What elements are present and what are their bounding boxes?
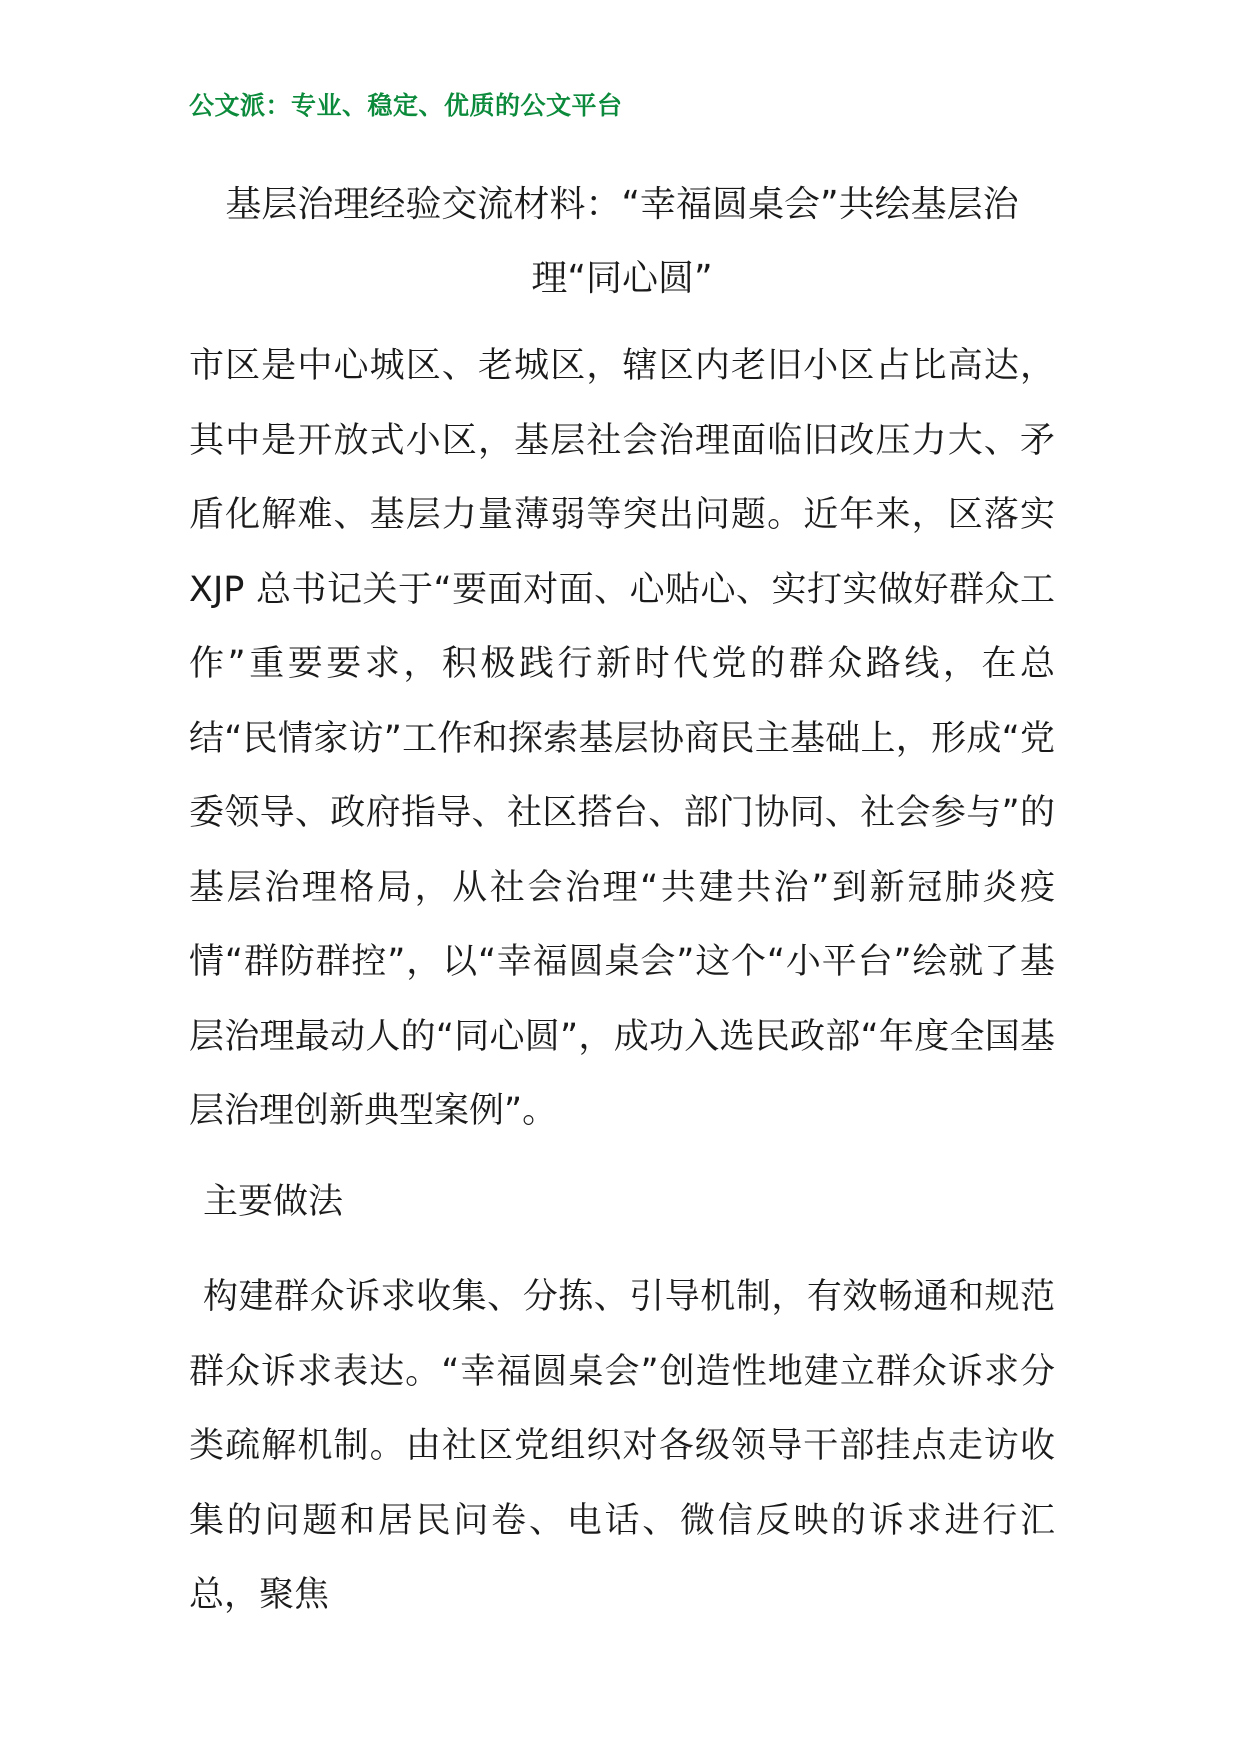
document-title: 基层治理经验交流材料：“幸福圆桌会”共绘基层治理“同心圆”: [225, 184, 1019, 299]
intro-paragraph: 市区是中心城区、老城区，辖区内老旧小区占比高达，其中是开放式小区，基层社会治理面临旧改压力大、矛盾化解难、基层力量薄弱等突出问题。近年来，区落实 XJP 总书记关于“要面对面、心贴心、实打实做好群众工作”重要要求，积极践行新时代党的群众路线，在总结“民情家访”工作和探索基层协商民主基础上，形成“党委领导、政府指导、社区搭台、部门协同、社会参与”的基层治理格局，从社会治理“共建共治”到新冠肺炎疫情“群防群控”，以“幸福圆桌会”这个“小平台”绘就了基层治理最动人的“同心圆”，成功入选民政部“年度全国基层治理创新典型案例”。: [189, 346, 1055, 1131]
section-heading: 主要做法: [203, 1182, 344, 1222]
platform-tagline: 公文派：专业、稳定、优质的公文平台: [189, 91, 623, 120]
section-paragraph: 构建群众诉求收集、分拣、引导机制，有效畅通和规范群众诉求表达。“幸福圆桌会”创造性地建立群众诉求分类疏解机制。由社区党组织对各级领导干部挂点走访收集的问题和居民问卷、电话、微信反映的诉求进行汇总，聚焦: [189, 1277, 1055, 1615]
